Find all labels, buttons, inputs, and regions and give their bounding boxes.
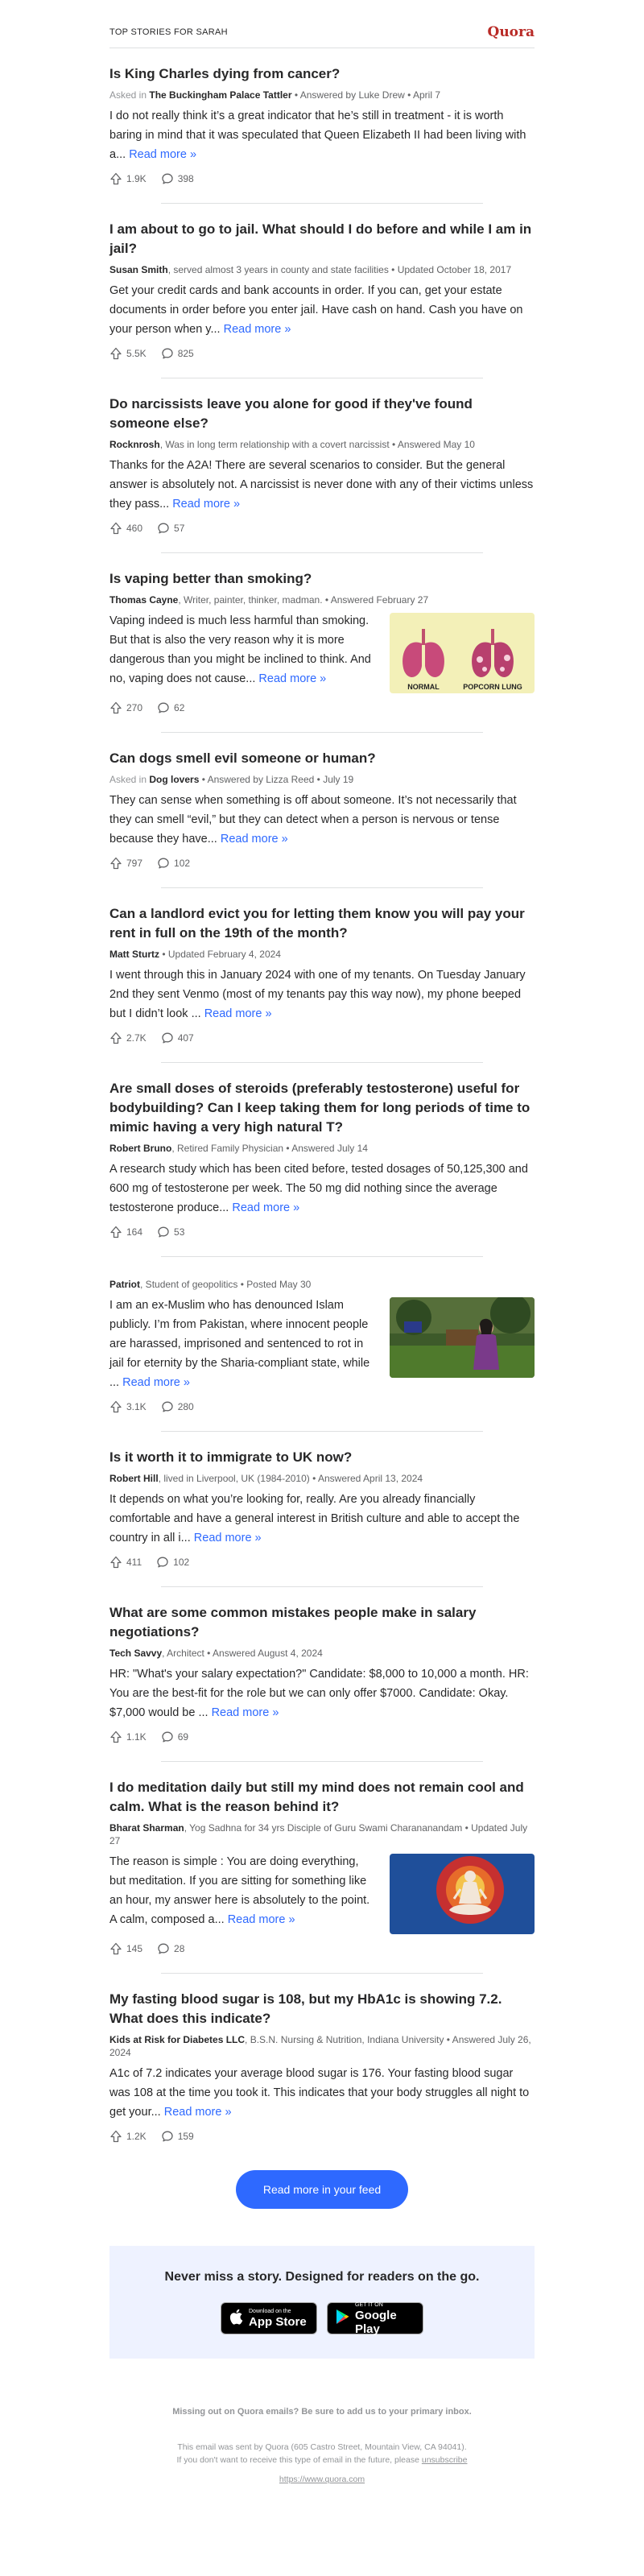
story-body	[109, 611, 535, 693]
comment-stat[interactable]	[161, 1400, 194, 1413]
upvote-icon	[109, 701, 122, 714]
upvote-count: 411	[126, 1557, 142, 1568]
story-meta	[109, 1278, 535, 1291]
story-meta	[109, 948, 535, 961]
meta-prefix: Asked in	[109, 89, 150, 101]
email-footer	[109, 2407, 535, 2484]
story-title[interactable]: I do meditation daily but still my mind does not remain cool and calm. What is the reason behind it?	[109, 1780, 524, 1814]
meta-suffix: , Writer, painter, thinker, madman. • Answered February 27	[178, 594, 429, 606]
story-meta	[109, 2033, 535, 2059]
meta-suffix: , Yog Sadhna for 34 yrs Disciple of Guru Swami Charananandam • Updated July 27	[109, 1822, 528, 1846]
meta-suffix: , Architect • Answered August 4, 2024	[162, 1648, 323, 1659]
meta-author[interactable]: Rocknrosh	[109, 439, 160, 450]
upvote-stat[interactable]	[109, 1730, 147, 1743]
story-title[interactable]: Do narcissists leave you alone for good if they've found someone else?	[109, 396, 473, 431]
story-meta	[109, 1821, 535, 1847]
read-more-link[interactable]: Read more »	[129, 148, 197, 161]
story-stats	[109, 347, 535, 360]
read-more-feed-button[interactable]: Read more in your feed	[236, 2170, 408, 2209]
story-body	[109, 1296, 535, 1392]
story-meta	[109, 1142, 535, 1155]
story-title[interactable]: I am about to go to jail. What should I do before and while I am in jail?	[109, 221, 532, 256]
meta-author[interactable]: Robert Hill	[109, 1473, 159, 1484]
story-excerpt[interactable]	[109, 281, 535, 339]
story-excerpt[interactable]	[109, 1490, 535, 1548]
footer-legal	[109, 2441, 535, 2466]
excerpt-text: The reason is simple : You are doing everything, but meditation. If you are sitting for something like an hour, my answer here is absolutely to the point. A calm, composed a...	[109, 1855, 370, 1926]
story-card-11	[109, 1762, 535, 1974]
story-body	[109, 456, 535, 514]
comment-count: 159	[177, 2131, 194, 2142]
google-play-button[interactable]	[327, 2302, 423, 2334]
story-stats	[109, 1942, 535, 1955]
upvote-stat[interactable]	[109, 1032, 147, 1044]
app-store-big: App Store	[249, 2315, 307, 2329]
read-more-link[interactable]: Read more »	[223, 323, 291, 336]
story-excerpt[interactable]	[109, 1852, 377, 1934]
story-excerpt[interactable]	[109, 456, 535, 514]
story-stats	[109, 1032, 535, 1044]
story-body	[109, 1160, 535, 1218]
upvote-icon	[109, 1942, 122, 1955]
comment-count: 102	[173, 1557, 190, 1568]
story-thumbnail-park[interactable]	[390, 1297, 535, 1378]
comment-count: 407	[177, 1032, 194, 1044]
meta-author[interactable]: Robert Bruno	[109, 1143, 172, 1154]
story-title[interactable]: Is King Charles dying from cancer?	[109, 66, 341, 81]
app-store-button[interactable]	[221, 2302, 317, 2334]
upvote-count: 1.1K	[126, 1731, 147, 1743]
svg-text:POPCORN LUNG: POPCORN LUNG	[463, 683, 522, 691]
comment-stat[interactable]	[157, 857, 190, 870]
story-card-3	[109, 378, 535, 553]
meta-author[interactable]: Kids at Risk for Diabetes LLC	[109, 2034, 246, 2045]
upvote-icon	[109, 1400, 122, 1413]
story-stats	[109, 857, 535, 870]
meta-author[interactable]: Dog lovers	[149, 774, 200, 785]
meta-author[interactable]: Thomas Cayne	[109, 594, 179, 606]
comment-stat[interactable]	[156, 1556, 189, 1569]
meta-author[interactable]: Patriot	[109, 1279, 141, 1290]
unsubscribe-link[interactable]: unsubscribe	[421, 2455, 468, 2465]
story-stats	[109, 1556, 535, 1569]
comment-stat[interactable]	[157, 1942, 184, 1955]
upvote-stat[interactable]	[109, 857, 142, 870]
meta-author[interactable]: Bharat Sharman	[109, 1822, 184, 1834]
upvote-stat[interactable]	[109, 1226, 142, 1238]
story-excerpt[interactable]	[109, 1296, 377, 1392]
excerpt-text: I am an ex-Muslim who has denounced Islam publicly. I’m from Pakistan, where innocent people are harassed, imprisoned and sentenced to rot in jail for eternity by the Sharia-compliant state, while ...	[109, 1299, 370, 1389]
story-card-8	[109, 1257, 535, 1432]
story-stats	[109, 172, 535, 185]
meta-suffix: , Was in long term relationship with a covert narcissist • Answered May 10	[159, 439, 475, 450]
read-more-link[interactable]: Read more »	[227, 1913, 295, 1926]
read-more-link[interactable]: Read more »	[232, 1201, 300, 1214]
email-header	[109, 16, 535, 48]
upvote-icon	[109, 1032, 122, 1044]
comment-count: 53	[174, 1226, 185, 1238]
comment-count: 398	[177, 173, 194, 184]
story-title[interactable]: Is it worth it to immigrate to UK now?	[109, 1449, 353, 1465]
upvote-count: 145	[126, 1943, 143, 1954]
story-body	[109, 965, 535, 1023]
story-card-7	[109, 1063, 535, 1257]
upvote-count: 2.7K	[126, 1032, 147, 1044]
story-excerpt[interactable]	[109, 791, 535, 849]
comment-count: 825	[177, 348, 194, 359]
meta-author[interactable]: Tech Savvy	[109, 1648, 163, 1659]
comment-icon	[157, 857, 170, 870]
meta-suffix: , B.S.N. Nursing & Nutrition, Indiana University • Answered July 26, 2024	[109, 2034, 531, 2058]
story-stats	[109, 522, 535, 535]
google-play-icon	[336, 2309, 350, 2329]
upvote-stat[interactable]	[109, 1400, 147, 1413]
story-excerpt[interactable]	[109, 611, 377, 693]
story-card-2	[109, 204, 535, 378]
google-play-big: Google Play	[355, 2308, 397, 2336]
story-title[interactable]: Can a landlord evict you for letting them know you will pay your rent in full on the 19th of the month?	[109, 906, 525, 941]
read-more-link[interactable]: Read more »	[204, 1007, 272, 1020]
story-meta	[109, 1472, 535, 1485]
upvote-stat[interactable]	[109, 2130, 147, 2143]
upvote-icon	[109, 522, 122, 535]
upvote-icon	[109, 172, 122, 185]
header-label: TOP STORIES FOR SARAH	[109, 27, 228, 37]
read-more-link[interactable]: Read more »	[163, 2106, 232, 2119]
story-title[interactable]: Is vaping better than smoking?	[109, 571, 312, 586]
comment-count: 57	[174, 523, 185, 534]
story-stats	[109, 1226, 535, 1238]
story-excerpt[interactable]	[109, 1664, 535, 1722]
story-meta	[109, 438, 535, 451]
upvote-count: 1.2K	[126, 2131, 147, 2142]
story-meta	[109, 773, 535, 786]
comment-stat[interactable]	[161, 1032, 194, 1044]
upvote-count: 1.9K	[126, 173, 147, 184]
excerpt-text: HR: "What's your salary expectation?" Candidate: $8,000 to 10,000 a month. HR: You are the best-fit for the role but we can only offer $7000. Candidate: Okay. $7,000 would be ...	[109, 1668, 529, 1719]
comment-stat[interactable]	[157, 1226, 184, 1238]
upvote-count: 164	[126, 1226, 143, 1238]
read-more-link[interactable]: Read more »	[258, 672, 327, 685]
upvote-stat[interactable]	[109, 172, 147, 185]
story-list	[109, 48, 535, 2143]
meta-suffix: • Answered by Lizza Reed • July 19	[199, 774, 354, 785]
excerpt-text: Thanks for the A2A! There are several scenarios to consider. But the general answer is absolutely not. A narcissist is never done with any of their victims unless they pass...	[109, 459, 534, 511]
comment-stat[interactable]	[157, 701, 184, 714]
comment-stat[interactable]	[161, 172, 194, 185]
comment-icon	[161, 1400, 174, 1413]
comment-icon	[157, 1942, 170, 1955]
read-more-link[interactable]: Read more »	[172, 498, 241, 511]
read-more-link[interactable]: Read more »	[211, 1706, 279, 1719]
upvote-stat[interactable]	[109, 347, 147, 360]
comment-icon	[161, 2130, 174, 2143]
store-badges	[109, 2302, 535, 2334]
story-thumbnail-lungs[interactable]	[390, 613, 535, 693]
excerpt-text: A1c of 7.2 indicates your average blood sugar is 176. Your fasting blood sugar was 108 at the time you took it. This indicates that your body struggles all night to get your...	[109, 2067, 530, 2119]
story-card-12	[109, 1974, 535, 2143]
upvote-count: 5.5K	[126, 348, 147, 359]
story-card-10	[109, 1587, 535, 1762]
promo-title: Never miss a story. Designed for readers on the go.	[164, 2270, 480, 2284]
excerpt-text: I do not really think it’s a great indicator that he’s still in treatment - it is worth baring in mind that it was speculated that Queen Elizabeth II had been living with a...	[109, 110, 526, 161]
story-excerpt[interactable]	[109, 965, 535, 1023]
read-more-link[interactable]: Read more »	[122, 1376, 190, 1389]
upvote-icon	[109, 1730, 122, 1743]
upvote-stat[interactable]	[109, 522, 142, 535]
comment-icon	[157, 701, 170, 714]
upvote-count: 3.1K	[126, 1401, 147, 1412]
excerpt-text: I went through this in January 2024 with one of my tenants. On Tuesday January 2nd they sent Venmo (most of my tenants pay this way now), my phone beeped but I didn’t look ...	[109, 969, 526, 1020]
upvote-icon	[109, 857, 122, 870]
comment-icon	[157, 522, 170, 535]
story-stats	[109, 701, 535, 714]
story-body	[109, 791, 535, 849]
meta-suffix: • Answered by Luke Drew • April 7	[291, 89, 441, 101]
upvote-count: 460	[126, 523, 143, 534]
story-meta	[109, 89, 535, 101]
comment-stat[interactable]	[161, 1730, 188, 1743]
story-excerpt[interactable]	[109, 1160, 535, 1218]
meta-author[interactable]: Matt Sturtz	[109, 949, 159, 960]
comment-count: 280	[177, 1401, 194, 1412]
upvote-stat[interactable]	[109, 701, 142, 714]
upvote-icon	[109, 2130, 122, 2143]
footer-inbox-note: Missing out on Quora emails? Be sure to add us to your primary inbox.	[172, 2407, 472, 2417]
upvote-icon	[109, 347, 122, 360]
footer-unsubscribe-line	[109, 2454, 535, 2466]
story-stats	[109, 1730, 535, 1743]
read-more-link[interactable]: Read more »	[193, 1532, 262, 1544]
story-meta	[109, 263, 535, 276]
meta-author[interactable]: The Buckingham Palace Tattler	[149, 89, 292, 101]
footer-unsub-pre: If you don't want to receive this type of email in the future, please	[176, 2455, 422, 2465]
google-play-small: GET IT ON	[355, 2301, 383, 2308]
upvote-icon	[109, 1226, 122, 1238]
story-excerpt[interactable]	[109, 2064, 535, 2122]
story-card-1	[109, 48, 535, 204]
story-card-9	[109, 1432, 535, 1587]
comment-count: 28	[174, 1943, 185, 1954]
story-body	[109, 106, 535, 164]
cta-wrapper	[109, 2170, 535, 2209]
app-store-text	[249, 2308, 307, 2329]
story-meta	[109, 1647, 535, 1660]
quora-url-link[interactable]: https://www.quora.com	[279, 2475, 365, 2484]
story-card-5	[109, 733, 535, 888]
excerpt-text: Vaping indeed is much less harmful than smoking. But that is also the very reason why it is more dangerous than you might be inclined to think. And no, vaping does not cause...	[109, 614, 371, 685]
comment-icon	[156, 1556, 169, 1569]
comment-count: 102	[174, 858, 191, 869]
story-stats	[109, 2130, 535, 2143]
story-meta	[109, 593, 535, 606]
meta-suffix: • Updated February 4, 2024	[159, 949, 281, 960]
upvote-stat[interactable]	[109, 1556, 142, 1569]
comment-icon	[161, 347, 174, 360]
story-body	[109, 1852, 535, 1934]
email-container	[109, 16, 535, 2484]
meta-suffix: , lived in Liverpool, UK (1984-2010) • Answered April 13, 2024	[158, 1473, 423, 1484]
story-title[interactable]: Are small doses of steroids (preferably testosterone) useful for bodybuilding? Can I keep taking them for long periods of time to mimic having a very high natural T?	[109, 1081, 530, 1135]
comment-stat[interactable]	[161, 2130, 194, 2143]
app-store-small: Download on the	[249, 2309, 291, 2314]
svg-text:NORMAL: NORMAL	[407, 683, 440, 691]
meta-suffix: , Retired Family Physician • Answered July 14	[171, 1143, 368, 1154]
excerpt-text: It depends on what you’re looking for, really. Are you already financially comfortable and have a general interest in British culture and able to accept the country in all i...	[109, 1493, 520, 1544]
read-more-link[interactable]: Read more »	[220, 833, 288, 846]
comment-stat[interactable]	[157, 522, 184, 535]
google-play-text	[355, 2301, 415, 2336]
excerpt-text: A research study which has been cited before, tested dosages of 50,125,300 and 600 mg of testosterone per week. The 50 mg did nothing since the average testosterone produce...	[109, 1163, 528, 1214]
story-title[interactable]: What are some common mistakes people make in salary negotiations?	[109, 1605, 477, 1639]
excerpt-text: They can sense when something is off about someone. It’s not necessarily that they can smell “evil,” but they can detect when a person is nervous or tense because they have...	[109, 794, 517, 846]
story-card-4	[109, 553, 535, 733]
comment-icon	[161, 1730, 174, 1743]
comment-count: 69	[177, 1731, 189, 1743]
story-body	[109, 1490, 535, 1548]
comment-icon	[157, 1226, 170, 1238]
comment-icon	[161, 172, 174, 185]
meta-suffix: , Student of geopolitics • Posted May 30	[140, 1279, 312, 1290]
quora-logo[interactable]: Quora	[487, 23, 535, 40]
footer-sent-by: This email was sent by Quora (605 Castro Street, Mountain View, CA 94041).	[177, 2442, 467, 2452]
meta-author[interactable]: Susan Smith	[109, 264, 168, 275]
meta-suffix: , served almost 3 years in county and state facilities • Updated October 18, 2017	[167, 264, 512, 275]
comment-stat[interactable]	[161, 347, 194, 360]
upvote-icon	[109, 1556, 122, 1569]
comment-count: 62	[174, 702, 185, 713]
upvote-stat[interactable]	[109, 1942, 142, 1955]
app-promo	[109, 2246, 535, 2359]
apple-icon	[229, 2309, 244, 2329]
story-card-6	[109, 888, 535, 1063]
excerpt-text: Get your credit cards and bank accounts in order. If you can, get your estate documents in order before you enter jail. Have cash on hand. Cash you have on your person when y...	[109, 284, 523, 336]
meta-prefix: Asked in	[109, 774, 150, 785]
story-title[interactable]: Can dogs smell evil someone or human?	[109, 750, 376, 766]
story-stats	[109, 1400, 535, 1413]
upvote-count: 797	[126, 858, 143, 869]
story-thumbnail-meditation[interactable]	[390, 1854, 535, 1934]
comment-icon	[161, 1032, 174, 1044]
upvote-count: 270	[126, 702, 143, 713]
story-excerpt[interactable]	[109, 106, 535, 164]
story-body	[109, 1664, 535, 1722]
story-body	[109, 2064, 535, 2122]
story-body	[109, 281, 535, 339]
story-title[interactable]: My fasting blood sugar is 108, but my HbA1c is showing 7.2. What does this indicate?	[109, 1991, 502, 2026]
